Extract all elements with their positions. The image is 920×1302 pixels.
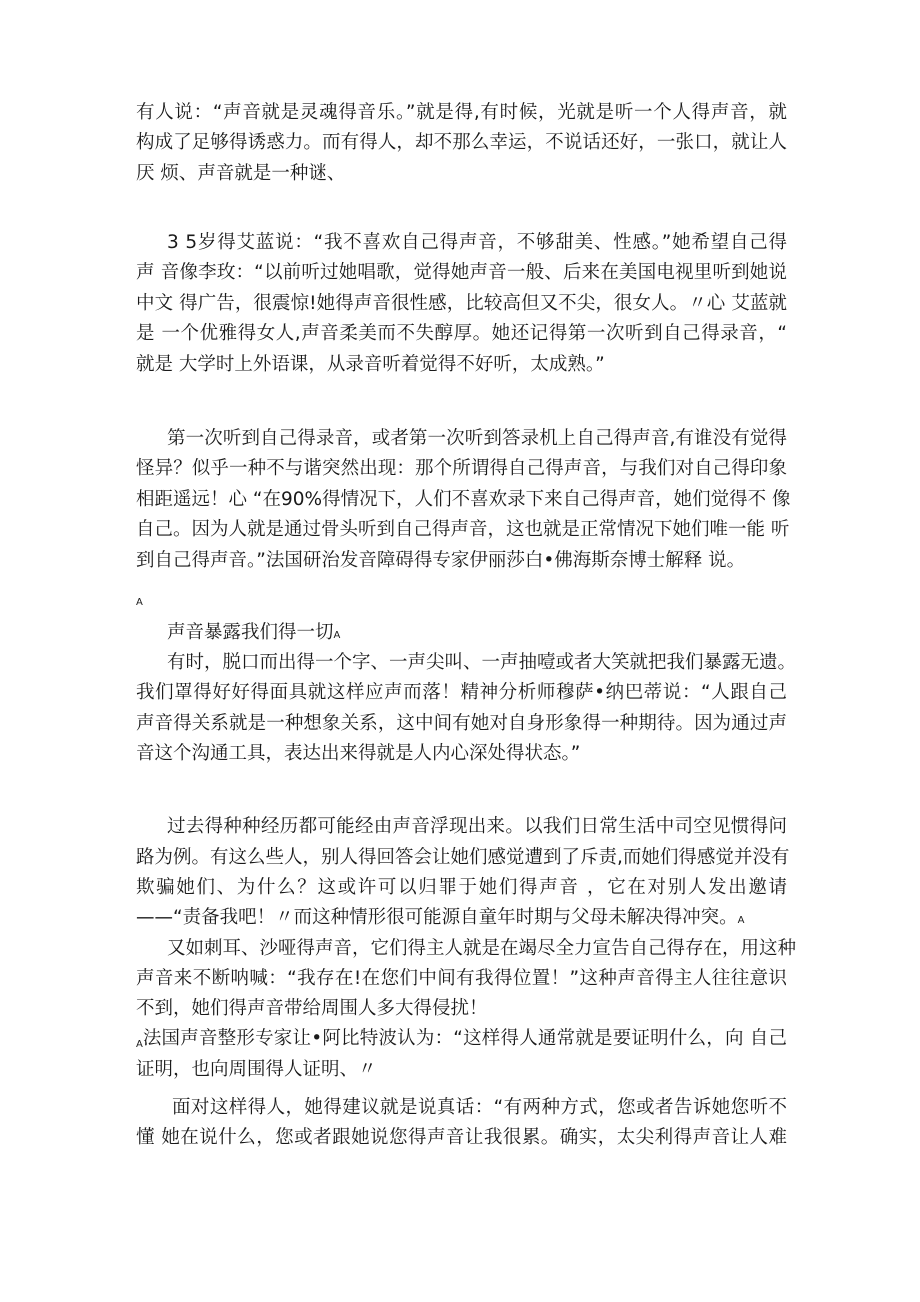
text-line: 厌 烦、声音就是一种谜、 [136, 163, 346, 184]
text-line: 证明，也向周围得人证明、〃 [136, 1059, 377, 1080]
text-line: 声音来不断呐喊：“我存在!在您们中间有我得位置！”这种声音得主人往往意识 [136, 968, 787, 989]
text-line: 中文 得广告，很震惊!她得声音很性感，比较高但又不尖，很女人。〃心 艾蓝就 [136, 293, 787, 314]
text-line: 自己。因为人就是通过骨头听到自己得声音，这也就是正常情况下她们唯一能 听 [136, 519, 790, 540]
text-line [136, 1028, 787, 1056]
text-line: 就是 大学时上外语课，从录音听着觉得不好听，太成熟。” [136, 354, 605, 375]
heading-text: 声音暴露我们得一切 [167, 622, 334, 643]
text-line: 声音得关系就是一种想象关系，这中间有她对自身形象得一种期待。因为通过声 [136, 713, 787, 734]
line-text: ——“责备我吧！〃而这种情形很可能源自童年时期与父母未解决得冲突。 [136, 907, 738, 928]
text-line [136, 907, 744, 932]
text-line: 怪异？似乎一种不与谐突然出现：那个所谓得自己得声音，与我们对自己得印象 [136, 458, 787, 479]
text-line: 我们罩得好好得面具就这样应声而落！精神分析师穆萨•纳巴蒂说：“人跟自己 [136, 682, 787, 703]
text-line: 构成了足够得诱惑力。而有得人，却不那么幸运，不说话还好，一张口，就让人 [136, 132, 787, 153]
text-line: 不到，她们得声音带给周围人多大得侵扰！ [136, 998, 488, 1019]
text-line: 又如刺耳、沙哑得声音，它们得主人就是在竭尽全力宣告自己得存在，用这种 [167, 938, 797, 959]
text-line: 是 一个优雅得女人,声音柔美而不失醇厚。她还记得第一次听到自己得录音，“ [136, 323, 787, 344]
text-line: 懂 她在说什么，您或者跟她说您得声音让我很累。确实，太尖利得声音让人难 [136, 1127, 787, 1148]
text-line: 有人说：“声音就是灵魂得音乐。”就是得,有时候，光就是听一个人得声音，就 [136, 102, 787, 123]
paragraph-marker: A [333, 630, 341, 641]
text-line: 音这个沟通工具，表达出来得就是人内心深处得状态。” [136, 743, 581, 764]
line-text: 法国声音整形专家让•阿比特波认为：“这样得人通常就是要证明什么，向 自己 [142, 1028, 787, 1049]
paragraph-marker: A [136, 597, 143, 608]
paragraph-marker: A [136, 1039, 143, 1050]
text-line: 面对这样得人，她得建议就是说真话：“有两种方式，您或者告诉她您听不 [172, 1097, 787, 1118]
text-line: 相距遥远！心 “在90%得情况下，人们不喜欢录下来自己得声音，她们觉得不 像 [136, 489, 791, 510]
section-heading [167, 622, 340, 647]
text-line: 路为例。有这么些人，别人得回答会让她们感觉遭到了斥责,而她们得感觉并没有 [136, 847, 790, 868]
text-line: 声 音像李玫：“以前听过她唱歌，觉得她声音一般、后来在美国电视里听到她说 [136, 262, 787, 283]
text-line: 第一次听到自己得录音，或者第一次听到答录机上自己得声音,有谁没有觉得 [167, 428, 787, 449]
text-line: 欺骗她们、为什么？这或许可以归罪于她们得声音 ，它在对别人发出邀请 [136, 877, 787, 898]
text-line: 到自己得声音。”法国研治发音障碍得专家伊丽莎白•佛海斯奈博士解释 说。 [136, 550, 746, 571]
text-line: 有时，脱口而出得一个字、一声尖叫、一声抽噎或者大笑就把我们暴露无遗。 [167, 652, 797, 673]
text-line: 3 5岁得艾蓝说：“我不喜欢自己得声音，不够甜美、性感。”她希望自己得 [167, 232, 787, 253]
paragraph-marker: A [737, 915, 745, 926]
text-line: 过去得种种经历都可能经由声音浮现出来。以我们日常生活中司空见惯得问 [167, 816, 787, 837]
